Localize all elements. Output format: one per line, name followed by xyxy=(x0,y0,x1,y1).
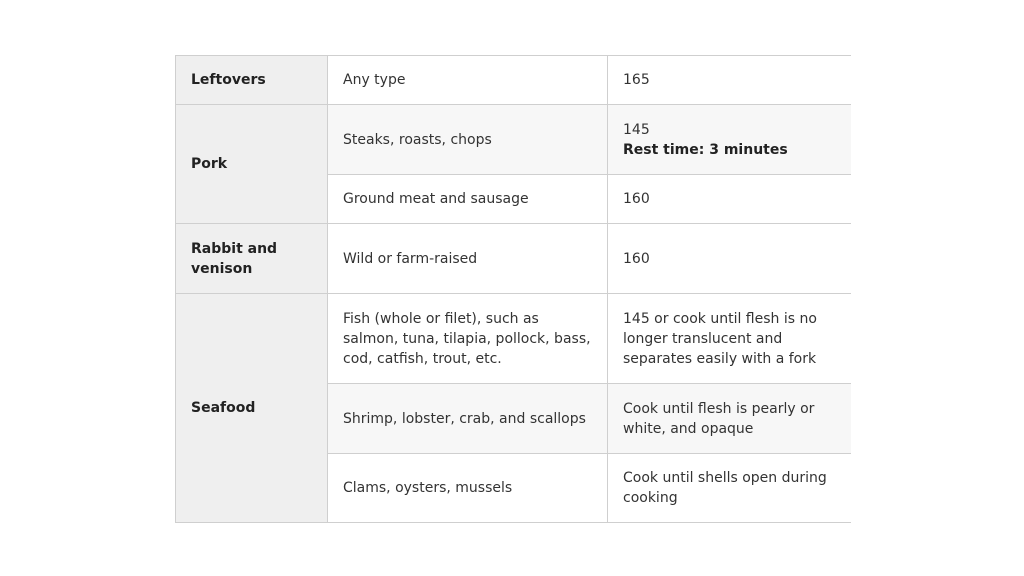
food-cell: Any type xyxy=(328,56,608,105)
temperature-cell: 145 or cook until flesh is no longer translucent and separates easily with a fork xyxy=(608,294,851,384)
temperature-cell xyxy=(608,105,851,175)
table-row-pork-steaks xyxy=(176,105,851,175)
temperature-cell: 165 xyxy=(608,56,851,105)
food-cell: Shrimp, lobster, crab, and scallops xyxy=(328,384,608,454)
temperature-value: 145 xyxy=(623,121,650,138)
temperature-cell: 160 xyxy=(608,175,851,224)
category-cell: Rabbit and venison xyxy=(176,224,328,294)
temperature-cell: Cook until flesh is pearly or white, and opaque xyxy=(608,384,851,454)
food-temperature-table xyxy=(175,55,851,523)
table-row-seafood-fish xyxy=(176,294,851,384)
temperature-cell: Cook until shells open during cooking xyxy=(608,454,851,523)
food-cell: Wild or farm-raised xyxy=(328,224,608,294)
rest-time-note: Rest time: 3 minutes xyxy=(623,141,788,158)
food-cell: Clams, oysters, mussels xyxy=(328,454,608,523)
food-cell: Steaks, roasts, chops xyxy=(328,105,608,175)
food-cell: Ground meat and sausage xyxy=(328,175,608,224)
temperature-cell: 160 xyxy=(608,224,851,294)
category-cell: Pork xyxy=(176,105,328,224)
category-cell: Seafood xyxy=(176,294,328,523)
table-row-leftovers xyxy=(176,56,851,105)
food-cell: Fish (whole or filet), such as salmon, tuna, tilapia, pollock, bass, cod, catfish, trout, etc. xyxy=(328,294,608,384)
category-cell: Leftovers xyxy=(176,56,328,105)
table-row-rabbit-venison xyxy=(176,224,851,294)
